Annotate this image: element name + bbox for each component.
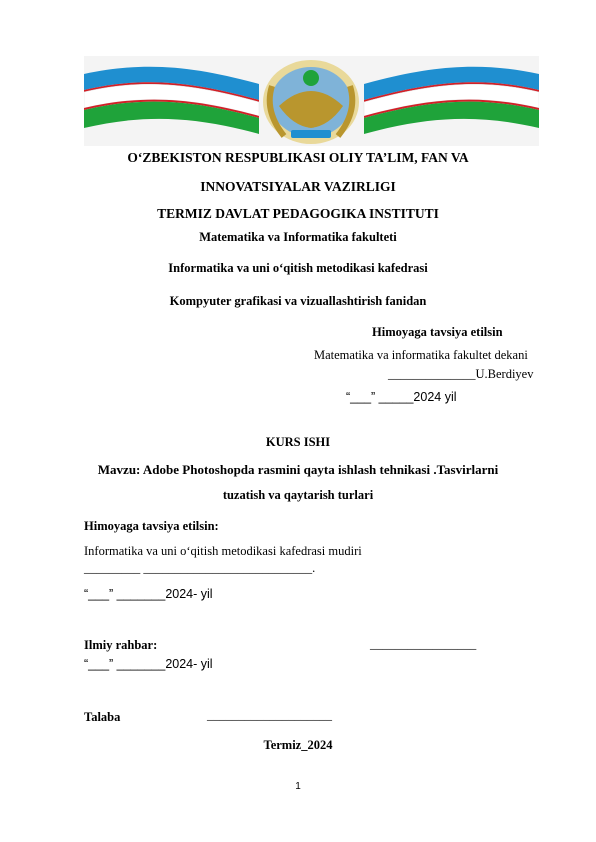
recommend-heading: Himoyaga tavsiya etilsin:: [84, 519, 219, 533]
supervisor-signature: _________________: [370, 637, 477, 651]
work-type: KURS ISHI: [265, 435, 331, 449]
state-emblem-icon: [263, 60, 359, 144]
supervisor-label: Ilmiy rahbar:: [84, 638, 158, 652]
student-label: Talaba: [84, 710, 121, 724]
approval-date: “___” _____2024 yil: [346, 390, 457, 404]
subject-name: Kompyuter grafikasi va vizuallashtirish fanidan: [169, 294, 427, 308]
supervisor-date: “___” _______2024- yil: [84, 657, 213, 671]
topic-line-2: tuzatish va qaytarish turlari: [222, 488, 374, 502]
approval-heading: Himoyaga tavsiya etilsin: [372, 325, 503, 339]
faculty-name: Matematika va Informatika fakulteti: [199, 230, 397, 244]
topic-line-1: Mavzu: Adobe Photoshopda rasmini qayta ishlash tehnikasi .Tasvirlarni: [97, 462, 499, 477]
student-signature: ____________________: [207, 708, 332, 722]
header-banner-image: [84, 56, 539, 146]
ministry-line-2: INNOVATSIYALAR VAZIRLIGI: [200, 179, 396, 194]
approval-signature: ______________U.Berdiyev: [388, 367, 534, 381]
department-name: Informatika va uni o‘qitish metodikasi kafedrasi: [168, 261, 428, 275]
institute-name: TERMIZ DAVLAT PEDAGOGIKA INSTITUTI: [157, 206, 439, 221]
recommend-position: Informatika va uni o‘qitish metodikasi kafedrasi mudiri: [84, 544, 362, 558]
ministry-line-1: O‘ZBEKISTON RESPUBLIKASI OLIY TA’LIM, FAN VA: [127, 150, 469, 165]
flags-and-emblem-icon: [84, 56, 539, 146]
recommend-signature: _________ ___________________________.: [84, 561, 316, 575]
city-year: Termiz_2024: [263, 738, 333, 752]
page-number: 1: [295, 781, 301, 792]
recommend-date: “___” _______2024- yil: [84, 587, 213, 601]
approval-position: Matematika va informatika fakultet dekani: [314, 348, 528, 362]
